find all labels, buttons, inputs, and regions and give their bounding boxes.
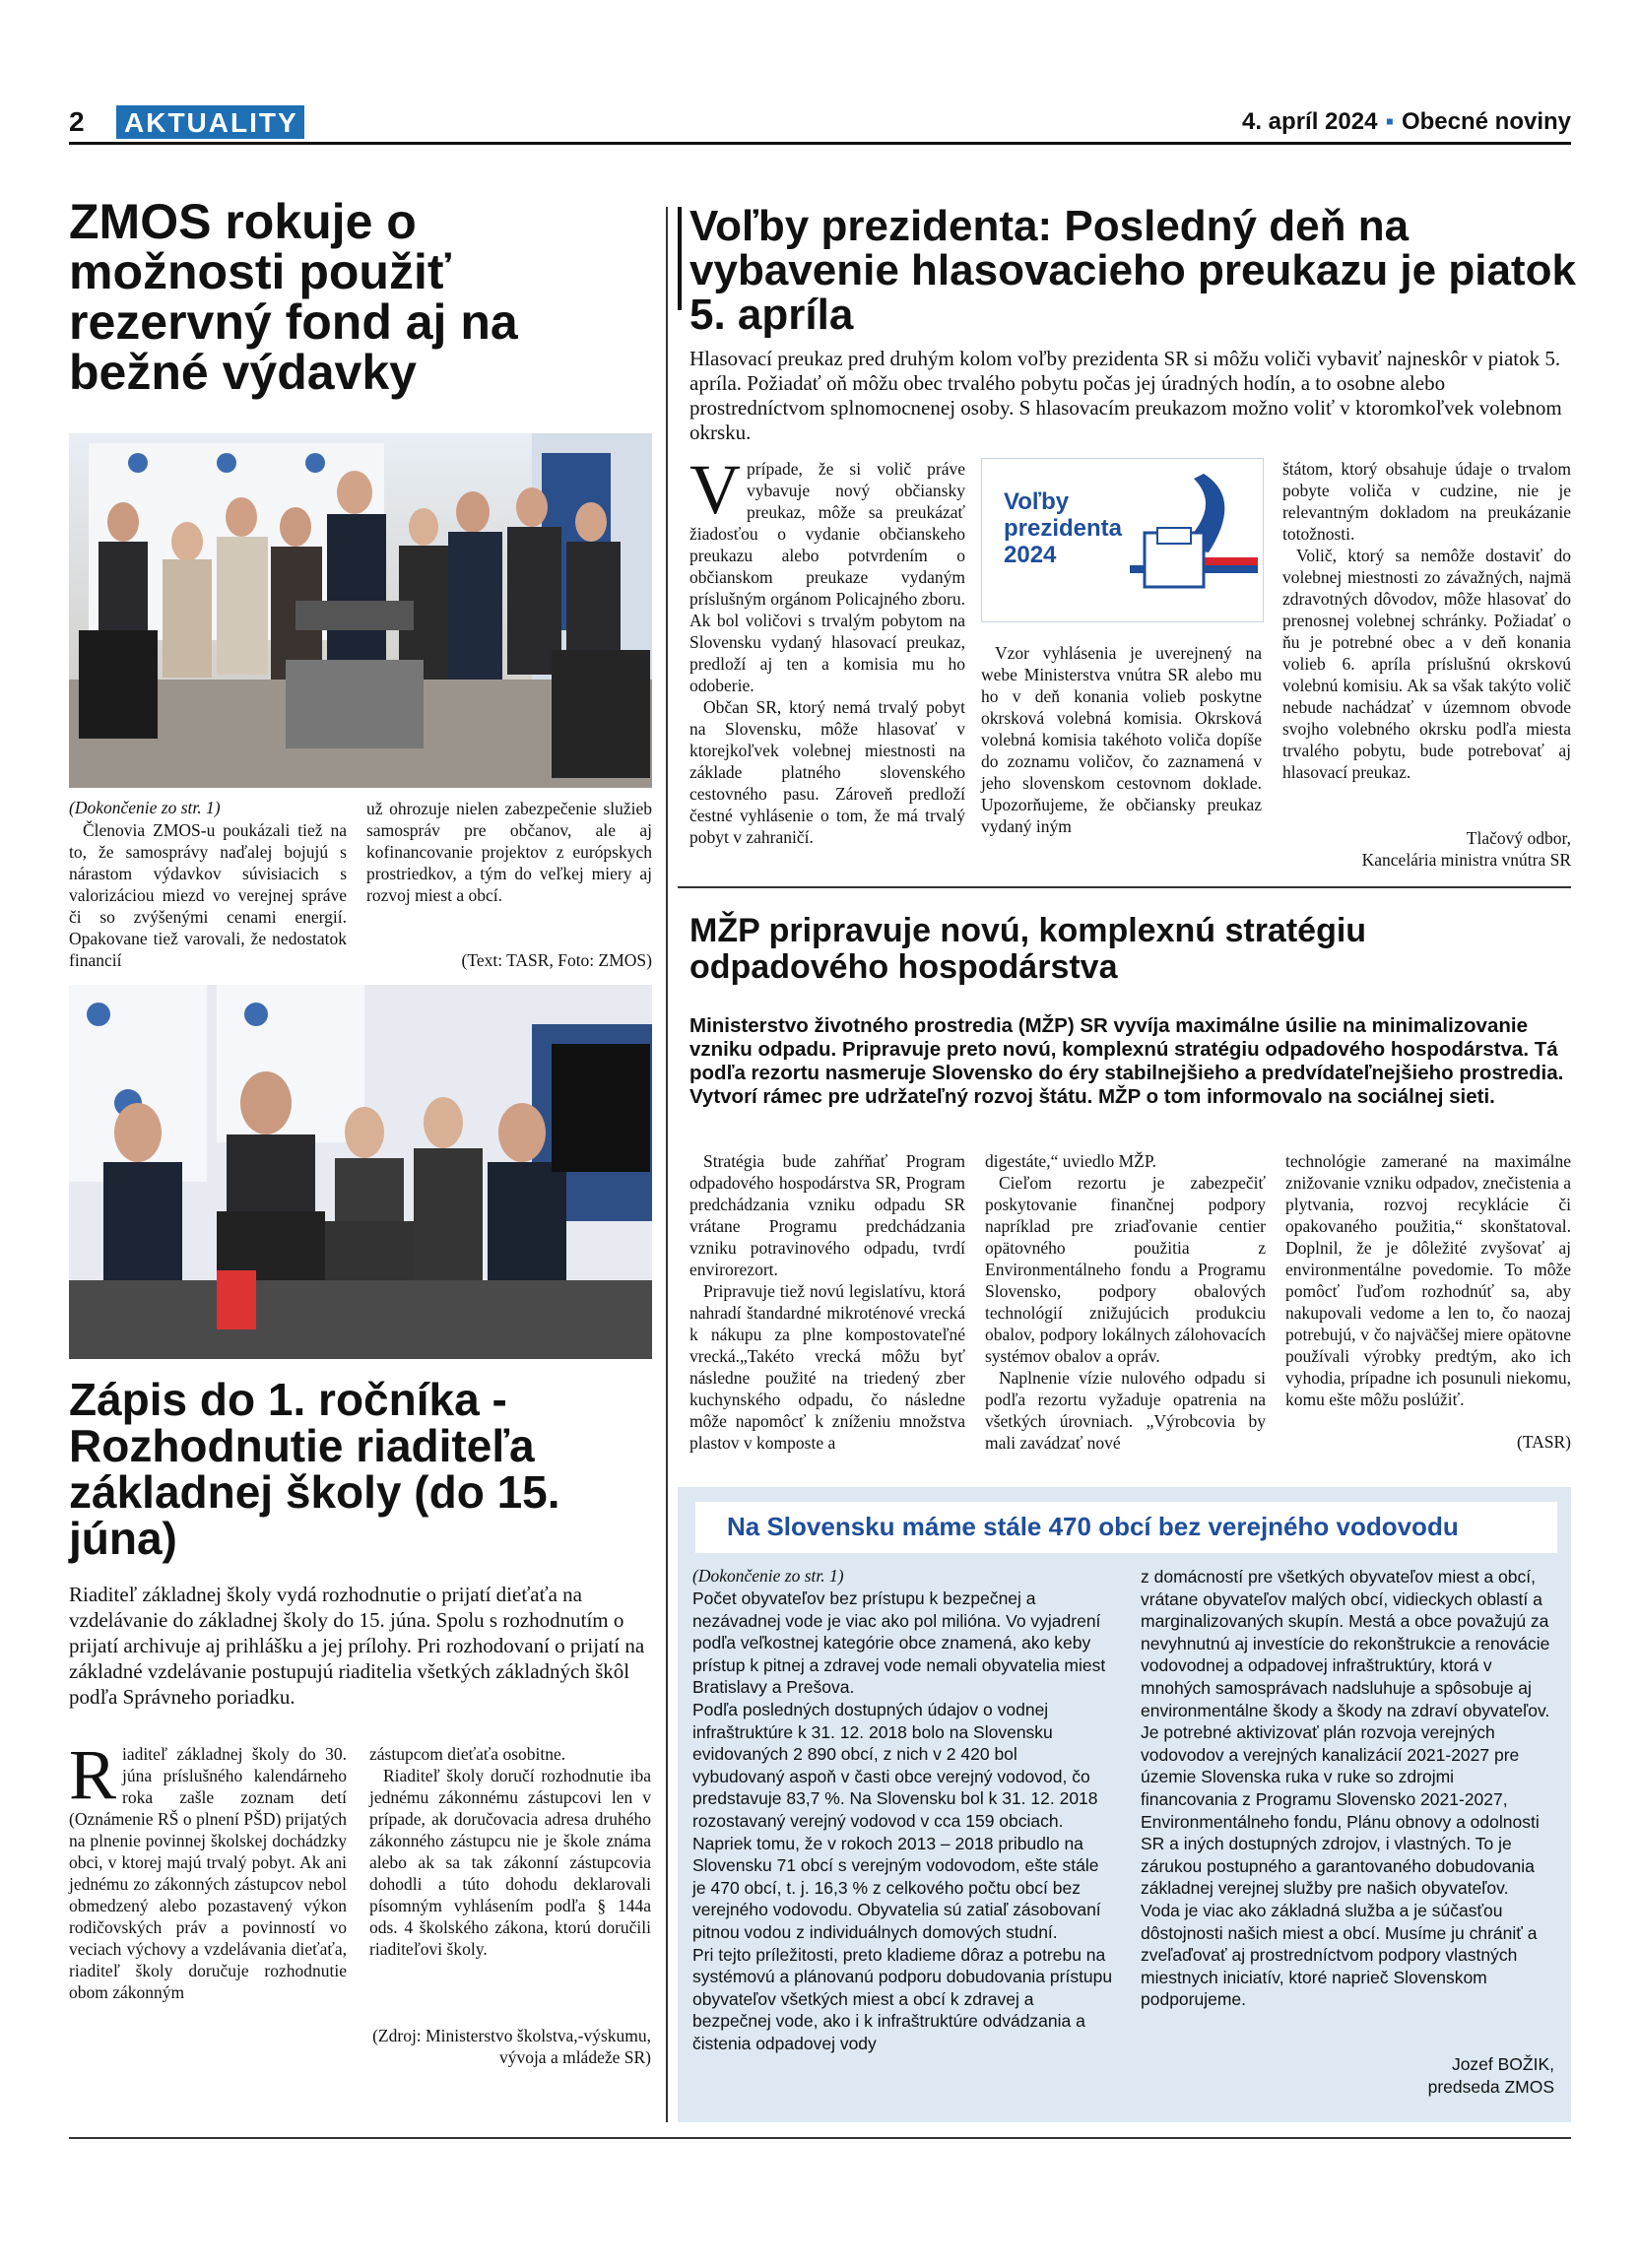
zapis-paragraph: zástupcom dieťaťa osobitne. bbox=[369, 1744, 566, 1764]
volby-paragraph: Vzor vyhlásenia je uverejnený na webe Ministerstva vnútra SR alebo mu ho v deň konania volieb poskytne okrsková volebná komisia. Okrsková volebná komisia takéhoto voliča dopíše do zoznamu voličov, čo zaznamená v jeho slovenskom cestovnom doklade. Upozorňujeme, že občiansky preukaz vydaný iným bbox=[981, 643, 1262, 836]
column-divider bbox=[666, 207, 668, 2122]
volby-body-col2 bbox=[981, 642, 1262, 837]
issue-date: 4. apríl 2024 bbox=[1242, 108, 1378, 135]
press-conference-photo bbox=[69, 433, 652, 788]
mzp-lead: Ministerstvo životného prostredia (MŽP) SR vyvíja maximálne úsilie na minimalizovanie vzniku odpadu. Pripravuje preto novú, komplexnú stratégiu odpadového hospodárstva. Tá podľa rezortu nasmeruje Slovensko do éry stabilnejšieho a predvídateľnejšieho prostredia. Vytvorí rámec pre udržateľný rozvoj štátu. MŽP o tom informovalo na sociálnej sieti. bbox=[689, 1014, 1564, 1108]
zmos-body-col1 bbox=[69, 819, 347, 971]
section-rule bbox=[678, 886, 1571, 888]
mzp-body-col3 bbox=[1285, 1150, 1571, 1410]
zapis-credit: (Zdroj: Ministerstvo školstva,-výskumu, vývoja a mládeže SR) bbox=[372, 2026, 651, 2067]
vodovod-body-col2 bbox=[1141, 1566, 1554, 2011]
vodovod-paragraph: Podľa posledných dostupných údajov o vodnej infraštruktúre k 31. 12. 2018 bolo na Slovensku evidovaných 2 890 obcí, z nich v 2 420 bol vybudovaný aspoň v časti obce verejný vodovod, čo predstavuje 83,7 %. Na Slovensku bol k 31. 12. 2018 rozostavaný verejný vodovod v cca 159 obciach. Napriek tomu, že v rokoch 2013 – 2018 pribudlo na Slovensku 71 obcí s verejným vodovodom, ešte stále je 470 obcí, t. j. 16,3 % z celkového počtu obcí bez verejného vodovodu. Obyvatelia sú zatiaľ zásobovaní pitnou vodou z individuálnych domových studní. bbox=[692, 1699, 1101, 1942]
mzp-paragraph: Cieľom rezortu je zabezpečiť poskytovanie finančnej podpory napríklad pre zriaďovanie centier opätovného použitia z Environmentálneho fondu a Programu Slovensko, podpory obalových technológií znižujúcich produkciu obalov, podpory lokálnych zálohovacích systémov obalov a opráv. bbox=[985, 1173, 1266, 1366]
mzp-body-col2 bbox=[985, 1150, 1266, 1454]
logo-line-1: Voľby bbox=[1004, 488, 1070, 515]
zapis-dropcap: R bbox=[69, 1735, 117, 1814]
vodovod-paragraph: Pri tejto príležitosti, preto kladieme dôraz a potrebu na systémovú a plánovanú podporu dobudovania prístupu obyvateľov všetkých miest a obcí k zdravej a bezpečnej vode, ako i k infraštruktúre odvádzania a čistenia odpadovej vody bbox=[692, 1944, 1113, 2053]
mzp-paragraph: technológie zamerané na maximálne znižovanie vzniku odpadov, znečistenia a plytvania, rozvoj recyklácie či opakovaného použitia,“ skonštatoval. Doplnil, že je dôležité zvyšovať aj environmentálne povedomie. To môže pomôcť ľuďom rozhodnúť sa, aby nakupovali vedome a len to, čo naozaj potrebujú, v čo najväčšej miere opätovne používali výrobky predtým, ako ich vyhodia, prípadne ich posunuli niekomu, komu ešte môžu poslúžiť. bbox=[1285, 1151, 1571, 1409]
zapis-lead: Riaditeľ základnej školy vydá rozhodnutie o prijatí dieťaťa na vzdelávanie do základnej školy do 15. júna. Spolu s rozhodnutím o prijatí archivuje aj prihlášku a jej prílohy. Pri rozhodovaní o prijatí na základné vzdelávanie postupujú riaditelia všetkých základných škôl podľa Správneho poriadku. bbox=[69, 1583, 645, 1709]
vodovod-signature bbox=[1141, 2053, 1554, 2098]
zapis-paragraph: Riaditeľ školy doručí rozhodnutie iba jednému zákonnému zástupcovi len v prípade, ak doručovacia adresa druhého zákonného zástupcu nie je škole známa alebo ak sa tak zákonní zástupcovia dohodli a túto dohodu deklarovali písomným vyhlásením podľa § 144a ods. 4 školského zákona, ktorú doručili riaditeľovi školy. bbox=[369, 1766, 651, 1959]
logo-line-2: prezidenta bbox=[1004, 515, 1123, 542]
volby-logo bbox=[981, 458, 1264, 622]
vodovod-signature-role: predseda ZMOS bbox=[1427, 2076, 1554, 2097]
volby-signature-dept: Tlačový odbor, bbox=[1466, 828, 1571, 848]
mzp-paragraph: Stratégia bude zahŕňať Program odpadového hospodárstva SR, Program predchádzania vzniku odpadu SR vrátane Programu predchádzania vzniku potravinového odpadu, tvrdí envirorezort. bbox=[689, 1151, 965, 1279]
zmos-paragraph: už ohrozuje nielen zabezpečenie služieb samospráv pre občanov, ale aj kofinancovanie projektov z európskych prostriedkov, a tým do veľkej miery aj rozvoj miest a obcí. bbox=[366, 799, 652, 905]
mzp-headline: MŽP pripravuje novú, komplexnú stratégiu odpadového hospodárstva bbox=[689, 912, 1367, 986]
volby-signature bbox=[1282, 827, 1571, 871]
zmos-press-photo bbox=[69, 433, 652, 788]
zapis-paragraph: iaditeľ základnej školy do 30. júna príslušného kalendárneho roka zašle zoznam detí (Oznámenie RŠ o plnení PŠD) prijatých na plnenie povinnej školskej dochádzky obci, v ktorej majú trvalý pobyt. Ak ani jednému zo zákonných zástupcov nebol obmedzený alebo pozastavený výkon rodičovských práv a povinností vo veciach výchovy a vzdelávania dieťaťa, riaditeľ školy doručuje rozhodnutie obom zákonným bbox=[69, 1744, 347, 2002]
zmos-paragraph: Členovia ZMOS-u poukázali tiež na to, že samosprávy naďalej bojujú s nárastom výdavkov súvisiacich s valorizáciou miezd vo verejnej správe či so zvýšenými cenami energií. Opakovane tiež varovali, že nedostatok financií bbox=[69, 820, 347, 970]
volby-body-col3 bbox=[1282, 458, 1571, 783]
section-label: AKTUALITY bbox=[116, 105, 304, 139]
page-number: 2 bbox=[69, 106, 85, 137]
mzp-body-col1 bbox=[689, 1150, 965, 1454]
header-rule bbox=[69, 142, 1571, 145]
logo-year: 2024 bbox=[1004, 542, 1057, 568]
volby-headline: Voľby prezidenta: Posledný deň na vybavenie hlasovacieho preukazu je piatok 5. apríla bbox=[689, 202, 1576, 339]
zmos-continued-note: (Dokončenie zo str. 1) bbox=[69, 798, 221, 817]
vodovod-paragraph: Voda je viac ako základná služba a je súčasťou dôstojnosti našich miest a obcí. Musíme ju chrániť a zveľaďovať aj prostredníctvom podpory vlastných miestnych iniciatív, ktoré naprieč Slovenskom podporujeme. bbox=[1141, 1900, 1538, 2010]
vodovod-paragraph: Počet obyvateľov bez prístupu k bezpečnej a nezávadnej vode je viac ako pol milióna. Vo vyjadrení podľa veľkostnej kategórie obce znamená, ako keby prístup k pitnej a zdravej vode nemali obyvatelia miest Bratislavy a Prešova. bbox=[692, 1588, 1106, 1698]
mzp-paragraph: Naplnenie vízie nulového odpadu si podľa rezortu vyžaduje opatrenia na všetkých úrovniach. „Výrobcovia by mali zavádzať nové bbox=[985, 1368, 1266, 1453]
zmos-credit: (Text: TASR, Foto: ZMOS) bbox=[461, 950, 652, 970]
zapis-body-col2 bbox=[369, 1743, 651, 1960]
mzp-credit: (TASR) bbox=[1517, 1432, 1571, 1452]
mzp-paragraph: digestáte,“ uviedlo MŽP. bbox=[985, 1151, 1157, 1171]
zmos-body-col2 bbox=[366, 798, 652, 906]
dateline bbox=[1242, 108, 1571, 136]
zmos-event-photo bbox=[69, 985, 652, 1359]
vodovod-continued-note: (Dokončenie zo str. 1) bbox=[692, 1566, 844, 1586]
mzp-paragraph: Pripravuje tiež novú legislatívu, ktorá nahradí štandardné mikroténové vrecká k nákupu za plne kompostovateľné vrecká.„Takéto vrecká môžu byť následne použité na triedený zber kuchynského odpadu, čo následne môže napomôcť k zníženiu množstva plastov v komposte a bbox=[689, 1281, 965, 1453]
volby-paragraph: Volič, ktorý sa nemôže dostaviť do volebnej miestnosti zo závažných, najmä zdravotných dôvodov, môže hlasovať do prenosnej volebnej schránky. Požiadať o ňu je potrebné obec a v deň konania volieb 6. apríla príslušnú okrskovú volebnú komisiu. Ak sa však takýto volič nebude nachádzať v územnom obvode svojho volebného okrsku podľa miesta trvalého pobytu, bude potrebovať aj hlasovací preukaz. bbox=[1282, 546, 1571, 782]
vodovod-body-col1 bbox=[692, 1588, 1114, 2054]
footer-rule bbox=[69, 2137, 1571, 2139]
vodovod-headline: Na Slovensku máme stále 470 obcí bez verejného vodovodu bbox=[727, 1512, 1459, 1541]
publication-name: Obecné noviny bbox=[1401, 108, 1571, 135]
volby-paragraph: Občan SR, ktorý nemá trvalý pobyt na Slovensku, môže hlasovať v ktorejkoľvek volebnej miestnosti na základe platného slovenského cestovného pasu. Zároveň predloží čestné vyhlásenie o tom, že má trvalý pobyt v zahraničí. bbox=[689, 697, 965, 847]
volby-paragraph: štátom, ktorý obsahuje údaje o trvalom pobyte voliča v cudzine, nie je relevantným dokladom na preukázanie totožnosti. bbox=[1282, 459, 1571, 544]
volby-signature-office: Kancelária ministra vnútra SR bbox=[1361, 850, 1571, 870]
vodovod-box bbox=[678, 1487, 1571, 2122]
volby-dropcap: V bbox=[689, 450, 741, 529]
volby-body-col1 bbox=[689, 450, 965, 848]
volby-paragraph: prípade, že si volič práve vybavuje nový občiansky preukaz, môže sa preukázať žiadosťou o vydanie občianskeho preukazu alebo potvrdením o občianskom preukaze vydaným príslušným orgánom Policajného zboru. Ak bol voličovi s trvalým pobytom na Slovensku vydaný hlasovací preukaz, predloží aj ten a komisia mu ho odoberie. bbox=[689, 459, 965, 695]
zmos-headline: ZMOS rokuje o možnosti použiť rezervný fond aj na bežné výdavky bbox=[69, 194, 518, 400]
vodovod-signature-name: Jozef BOŽIK, bbox=[1451, 2054, 1554, 2074]
zapis-body-col1 bbox=[69, 1735, 347, 2003]
vodovod-paragraph: Je potrebné aktivizovať plán rozvoja verejných vodovodov a verejných kanalizácií 2021-2027 pre územie Slovenska ruka v ruke so zdrojmi financovania z Programu Slovensko 2021-2027, Environmentálneho fondu, Plánu obnovy a odolnosti SR a iných dostupných zdrojov, i vlastných. To je zárukou postupného a garantovaného dobudovania základnej verejnej služby pre našich obyvateľov. bbox=[1141, 1722, 1540, 1899]
volby-headline-bar bbox=[678, 207, 682, 310]
separator-dot: ▪ bbox=[1385, 108, 1394, 135]
conference-speakers-photo bbox=[69, 985, 652, 1359]
zapis-headline: Zápis do 1. ročníka - Rozhodnutie riaditeľa základnej školy (do 15. júna) bbox=[69, 1374, 560, 1564]
vodovod-paragraph: z domácností pre všetkých obyvateľov miest a obcí, vrátane obyvateľov malých obcí, vidieckych oblastí a marginalizovaných skupín. Mestá a obce považujú za nevyhnutnú aj investície do rekonštrukcie a renovácie vodovodnej a odpadovej infraštruktúry, ktorá v mnohých samosprávach nadsluhuje a spôsobuje aj environmentálne škody a škody na zdraví obyvateľov. bbox=[1141, 1567, 1550, 1720]
volby-lead: Hlasovací preukaz pred druhým kolom voľby prezidenta SR si môžu voliči vybaviť najneskôr v piatok 5. apríla. Požiadať oň môžu obec trvalého pobytu počas jej úradných hodín, a to osobne alebo prostredníctvom splnomocnenej osoby. S hlasovacím preukazom možno voliť v ktoromkoľvek volebnom okrsku. bbox=[689, 347, 1562, 444]
